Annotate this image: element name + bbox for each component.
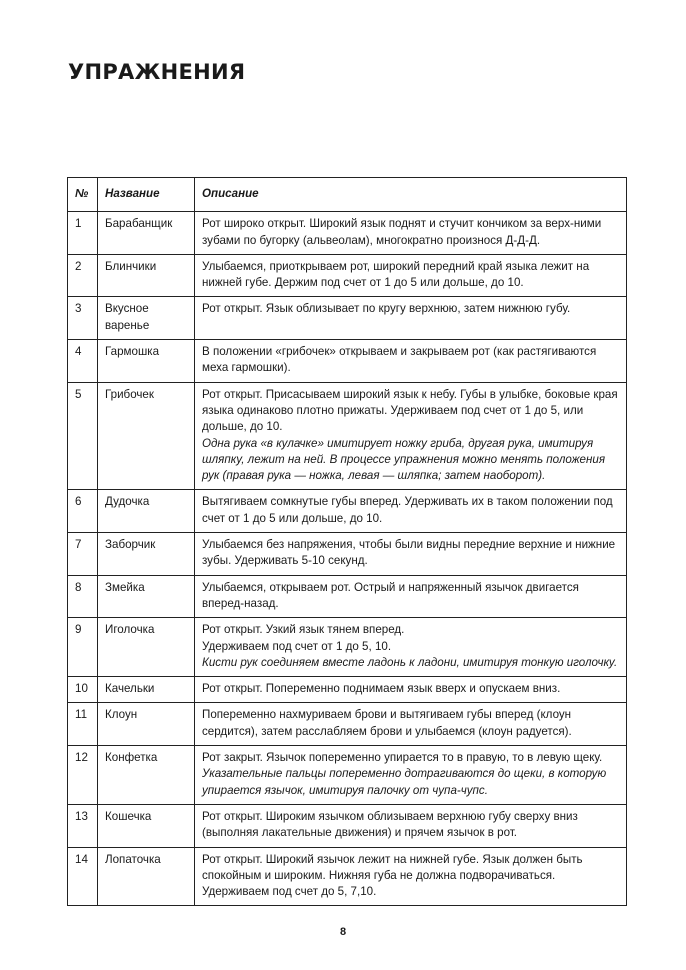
table-row <box>68 677 627 703</box>
exercise-name: Кошечка <box>98 804 195 847</box>
page-title: УПРАЖНЕНИЯ <box>68 60 246 84</box>
table-row <box>68 575 627 618</box>
exercise-description <box>195 297 627 340</box>
description-instruction-italic: Одна рука «в кулачке» имитирует ножку гриба, другая рука, имитируя шляпку, лежит на ней. В процессе упражнения можно менять положения рук (правая рука — ножка, левая — шляпка; затем наоборот). <box>202 436 606 483</box>
table-row <box>68 618 627 677</box>
exercise-description <box>195 340 627 383</box>
description-text: Удерживаем под счет от 1 до 5, 10. <box>202 639 392 653</box>
exercise-name: Грибочек <box>98 382 195 490</box>
table-header-row <box>68 178 627 212</box>
exercise-description <box>195 254 627 297</box>
description-text: Рот открыт. Широким язычком облизываем верхнюю губу сверху вниз (выполняя лакательные движения) и прячем язычок в рот. <box>202 809 578 840</box>
description-instruction-italic: Кисти рук соединяем вместе ладонь к ладони, имитируя тонкую иголочку. <box>202 655 618 669</box>
description-text: Рот открыт. Язык облизывает по кругу верхнюю, затем нижнюю губу. <box>202 302 571 316</box>
table-body <box>68 212 627 906</box>
row-number: 7 <box>68 533 98 576</box>
page-number: 8 <box>339 926 347 938</box>
row-number: 1 <box>68 212 98 255</box>
row-number: 5 <box>68 382 98 490</box>
row-number: 14 <box>68 847 98 906</box>
description-text: Попеременно нахмуриваем брови и вытягиваем губы вперед (клоун сердится), затем расслабляем брови и улыбаемся (клоун радуется). <box>202 708 572 738</box>
exercise-description <box>195 490 627 533</box>
exercise-name: Змейка <box>98 575 195 618</box>
description-text: Улыбаемся, приоткрываем рот, широкий передний край языка лежит на нижней губе. Держим под счет от 1 до 5 или дольше, до 10. <box>202 259 590 290</box>
table-row <box>68 254 627 297</box>
description-text: Вытягиваем сомкнутые губы вперед. Удерживать их в таком положении под счет от 1 до 5 или дольше, до 10. <box>202 495 613 525</box>
exercise-name: Клоун <box>98 703 195 746</box>
row-number: 9 <box>68 618 98 677</box>
exercise-name: Заборчик <box>98 533 195 576</box>
description-text: Улыбаемся, открываем рот. Острый и напряженный язычок двигается вперед-назад. <box>202 580 579 610</box>
table-row <box>68 297 627 340</box>
row-number: 3 <box>68 297 98 340</box>
exercise-name: Иголочка <box>98 618 195 677</box>
exercise-description <box>195 533 627 576</box>
exercise-name: Дудочка <box>98 490 195 533</box>
table-row <box>68 533 627 576</box>
exercise-description <box>195 847 627 906</box>
description-text: Рот открыт. Узкий язык тянем вперед. <box>202 623 405 637</box>
table-row <box>68 847 627 906</box>
exercise-name: Гармошка <box>98 340 195 383</box>
description-text: Рот закрыт. Язычок попеременно упирается то в правую, то в левую щеку. <box>202 751 603 765</box>
exercises-table <box>67 177 627 906</box>
exercise-name: Лопаточка <box>98 847 195 906</box>
table-row <box>68 703 627 746</box>
exercise-description <box>195 746 627 805</box>
exercise-description <box>195 382 627 490</box>
description-text: Рот широко открыт. Широкий язык поднят и стучит кончиком за верх-ними зубами по бугорку (альвеолам), многократно произнося Д-Д-Д. <box>202 217 602 247</box>
exercise-name: Конфетка <box>98 746 195 805</box>
header-number: № <box>68 178 98 212</box>
table-row <box>68 340 627 383</box>
description-text: Рот открыт. Попеременно поднимаем язык вверх и опускаем вниз. <box>202 682 561 696</box>
description-text: Рот открыт. Присасываем широкий язык к небу. Губы в улыбке, боковые края языка одинаково плотно прижаты. Удерживаем под счет от 1 до 5, или дольше, до 10. <box>202 387 618 434</box>
row-number: 2 <box>68 254 98 297</box>
exercise-description <box>195 677 627 703</box>
row-number: 11 <box>68 703 98 746</box>
exercise-description <box>195 575 627 618</box>
exercise-name: Качельки <box>98 677 195 703</box>
table-row <box>68 746 627 805</box>
description-text: В положении «грибочек» открываем и закрываем рот (как растягиваются меха гармошки). <box>202 345 597 375</box>
table-row <box>68 490 627 533</box>
table-row <box>68 382 627 490</box>
exercise-description <box>195 804 627 847</box>
row-number: 8 <box>68 575 98 618</box>
row-number: 12 <box>68 746 98 805</box>
exercise-name: Вкусное варенье <box>98 297 195 340</box>
table-row <box>68 212 627 255</box>
exercise-description <box>195 618 627 677</box>
exercise-name: Барабанщик <box>98 212 195 255</box>
description-text: Улыбаемся без напряжения, чтобы были видны передние верхние и нижние зубы. Удерживать 5-10 секунд. <box>202 538 616 568</box>
row-number: 10 <box>68 677 98 703</box>
description-text: Рот открыт. Широкий язычок лежит на нижней губе. Язык должен быть спокойным и широким. Нижняя губа не должна подворачиваться. Удерживаем под счет до 5, 7,10. <box>202 852 583 899</box>
row-number: 6 <box>68 490 98 533</box>
header-name: Название <box>98 178 195 212</box>
exercise-description <box>195 212 627 255</box>
header-description: Описание <box>195 178 627 212</box>
table-row <box>68 804 627 847</box>
row-number: 13 <box>68 804 98 847</box>
exercise-name: Блинчики <box>98 254 195 297</box>
exercise-description <box>195 703 627 746</box>
description-instruction-italic: Указательные пальцы попеременно дотрагиваются до щеки, в которую упирается язычок, имитируя палочку от чупа-чупс. <box>202 767 607 797</box>
row-number: 4 <box>68 340 98 383</box>
